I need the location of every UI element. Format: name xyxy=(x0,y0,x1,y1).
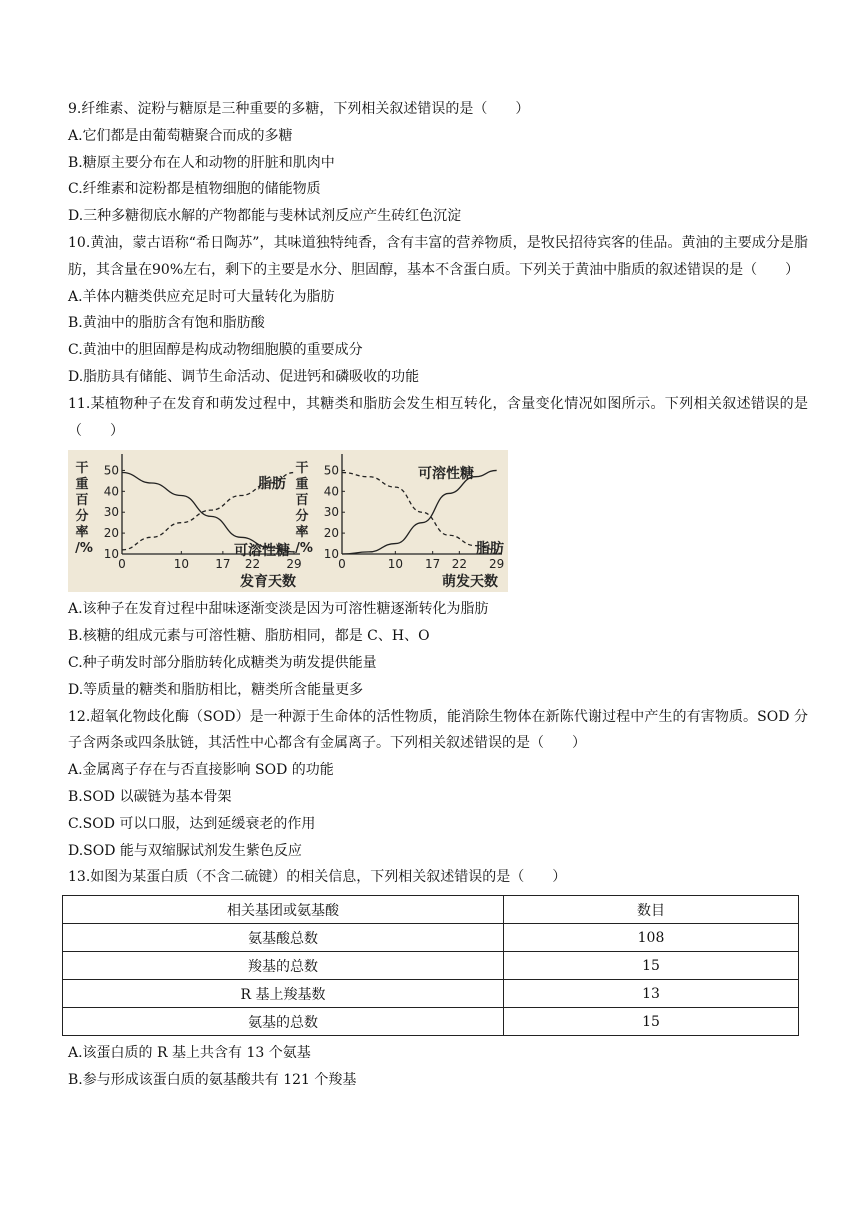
table-header-cell: 相关基团或氨基酸 xyxy=(63,896,504,924)
y-axis-label-char: /% xyxy=(75,541,93,557)
y-axis-label-char: 率 xyxy=(295,525,309,541)
q11-option-c: C.种子萌发时部分脂肪转化成糖类为萌发提供能量 xyxy=(68,654,377,671)
table-row xyxy=(63,1008,799,1036)
q13-stem: 13.如图为某蛋白质（不含二硫键）的相关信息，下列相关叙述错误的是（ ） xyxy=(68,869,567,886)
table-cell: R 基上羧基数 xyxy=(63,980,504,1008)
y-tick-label: 50 xyxy=(323,463,339,478)
x-tick-label: 10 xyxy=(387,557,403,572)
q10-stem: 10.黄油，蒙古语称“希日陶苏”，其味道独特纯香，含有丰富的营养物质，是牧民招待宾客的佳品。黄油的主要成分是脂肪，其含量在90%左右，剩下的主要是水分、胆固醇，基本不含蛋白质。下列关于黄油中脂质的叙述错误的是（ ） xyxy=(68,234,808,278)
table-header-cell: 数目 xyxy=(504,896,799,924)
table-cell: 氨基的总数 xyxy=(63,1008,504,1036)
y-axis-label-char: 干 xyxy=(75,461,89,477)
q11-charts xyxy=(68,450,508,592)
q12-option-d: D.SOD 能与双缩脲试剂发生紫色反应 xyxy=(68,842,302,859)
table-cell: 15 xyxy=(504,952,799,980)
table-row xyxy=(63,924,799,952)
q11-option-b: B.核糖的组成元素与可溶性糖、脂肪相同，都是 C、H、O xyxy=(68,628,430,645)
y-axis-label-char: 分 xyxy=(75,509,89,525)
x-tick-label: 22 xyxy=(244,557,261,572)
y-tick-label: 20 xyxy=(103,526,119,541)
y-tick-label: 40 xyxy=(323,484,339,499)
y-tick-label: 40 xyxy=(103,484,119,499)
table-cell: 羧基的总数 xyxy=(63,952,504,980)
q13-option-b: B.参与形成该蛋白质的氨基酸共有 121 个羧基 xyxy=(68,1071,357,1088)
table-row xyxy=(63,952,799,980)
y-axis-label-char: 率 xyxy=(75,525,89,541)
q13-option-a: A.该蛋白质的 R 基上共含有 13 个氨基 xyxy=(68,1045,311,1062)
y-tick-label: 20 xyxy=(323,526,339,541)
x-tick-label: 0 xyxy=(118,557,126,572)
question-page xyxy=(68,96,808,1094)
x-tick-label: 17 xyxy=(425,557,441,572)
q10-option-b: B.黄油中的脂肪含有饱和脂肪酸 xyxy=(68,315,265,332)
y-axis-label-char: 重 xyxy=(295,477,309,493)
y-tick-label: 10 xyxy=(103,547,119,562)
series-line-fat xyxy=(342,473,497,550)
q9-option-c: C.纤维素和淀粉都是植物细胞的储能物质 xyxy=(68,181,321,198)
q12-stem: 12.超氧化物歧化酶（SOD）是一种源于生命体的活性物质，能消除生物体在新陈代谢过程中产生的有害物质。SOD 分子含两条或四条肽链，其活性中心都含有金属离子。下列相关叙述错误的是（ ） xyxy=(68,708,808,752)
table-cell: 13 xyxy=(504,980,799,1008)
y-tick-label: 30 xyxy=(323,505,339,520)
q12-option-b: B.SOD 以碳链为基本骨架 xyxy=(68,788,232,805)
q9-stem: 9.纤维素、淀粉与糖原是三种重要的多糖，下列相关叙述错误的是（ ） xyxy=(68,101,530,117)
series-label: 可溶性糖 xyxy=(234,543,290,560)
series-label: 脂肪 xyxy=(258,476,286,493)
table-cell: 氨基酸总数 xyxy=(63,924,504,952)
q13-table xyxy=(62,895,799,1036)
y-axis-label-char: 干 xyxy=(295,461,309,477)
q9-option-b: B.糖原主要分布在人和动物的肝脏和肌肉中 xyxy=(68,154,335,171)
y-tick-label: 50 xyxy=(103,463,119,478)
y-axis-label-char: 分 xyxy=(295,509,309,525)
x-tick-label: 17 xyxy=(215,557,231,572)
x-tick-label: 22 xyxy=(451,557,467,572)
q10-option-c: C.黄油中的胆固醇是构成动物细胞膜的重要成分 xyxy=(68,342,363,359)
q10-option-a: A.羊体内糖类供应充足时可大量转化为脂肪 xyxy=(68,288,335,305)
x-tick-label: 29 xyxy=(286,557,302,572)
table-cell: 15 xyxy=(504,1008,799,1036)
x-tick-label: 0 xyxy=(338,557,346,572)
x-tick-label: 29 xyxy=(489,557,505,572)
table-header-row xyxy=(63,896,799,924)
y-tick-label: 30 xyxy=(103,505,119,520)
q12-option-a: A.金属离子存在与否直接影响 SOD 的功能 xyxy=(68,762,334,779)
y-axis-label-char: 重 xyxy=(75,477,89,493)
series-label: 可溶性糖 xyxy=(418,466,474,483)
x-axis-label: 萌发天数 xyxy=(442,574,498,591)
y-tick-label: 10 xyxy=(323,547,339,562)
y-axis-label-char: /% xyxy=(295,541,313,557)
x-axis-label: 发育天数 xyxy=(240,574,296,591)
table-cell: 108 xyxy=(504,924,799,952)
series-label: 脂肪 xyxy=(476,541,504,558)
q11-figure xyxy=(68,450,508,592)
q11-option-a: A.该种子在发育过程中甜味逐渐变淡是因为可溶性糖逐渐转化为脂肪 xyxy=(68,601,489,618)
y-axis-label-char: 百 xyxy=(295,493,309,509)
table-row xyxy=(63,980,799,1008)
x-tick-label: 10 xyxy=(173,557,189,572)
q10-option-d: D.脂肪具有储能、调节生命活动、促进钙和磷吸收的功能 xyxy=(68,368,420,385)
q11-option-d: D.等质量的糖类和脂肪相比，糖类所含能量更多 xyxy=(68,681,364,698)
q12-option-c: C.SOD 可以口服，达到延缓衰老的作用 xyxy=(68,815,316,832)
y-axis-label-char: 百 xyxy=(75,493,89,509)
q11-stem: 11.某植物种子在发育和萌发过程中，其糖类和脂肪会发生相互转化，含量变化情况如图所示。下列相关叙述错误的是（ ） xyxy=(68,395,808,439)
q9-option-d: D.三种多糖彻底水解的产物都能与斐林试剂反应产生砖红色沉淀 xyxy=(68,208,462,225)
q9-option-a: A.它们都是由葡萄糖聚合而成的多糖 xyxy=(68,127,293,144)
